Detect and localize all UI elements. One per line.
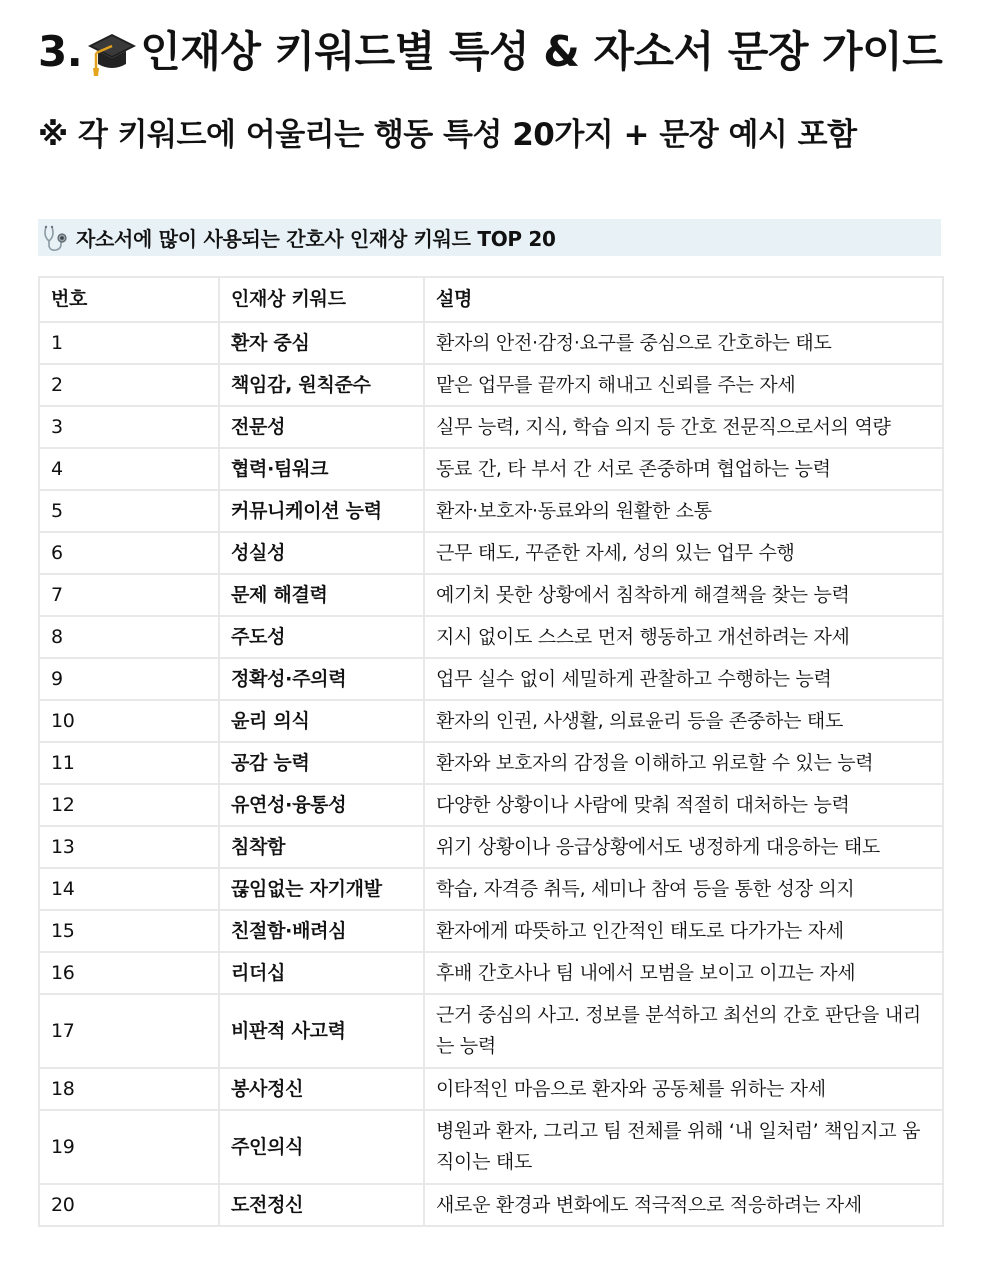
row-number: 9 bbox=[39, 658, 219, 700]
row-description: 새로운 환경과 변화에도 적극적으로 적응하려는 자세 bbox=[424, 1184, 943, 1226]
table-row bbox=[39, 826, 943, 868]
row-description: 후배 간호사나 팀 내에서 모범을 보이고 이끄는 자세 bbox=[424, 952, 943, 994]
page-title bbox=[38, 22, 942, 82]
column-header-number: 번호 bbox=[39, 277, 219, 322]
row-number: 1 bbox=[39, 322, 219, 364]
row-keyword: 성실성 bbox=[219, 532, 424, 574]
table-row bbox=[39, 784, 943, 826]
row-keyword: 정확성·주의력 bbox=[219, 658, 424, 700]
row-keyword: 공감 능력 bbox=[219, 742, 424, 784]
row-keyword: 주도성 bbox=[219, 616, 424, 658]
row-description: 동료 간, 타 부서 간 서로 존중하며 협업하는 능력 bbox=[424, 448, 943, 490]
table-row bbox=[39, 952, 943, 994]
table-row bbox=[39, 574, 943, 616]
subtitle: ※ 각 키워드에 어울리는 행동 특성 20가지 + 문장 예시 포함 bbox=[38, 117, 857, 153]
row-keyword: 환자 중심 bbox=[219, 322, 424, 364]
row-number: 12 bbox=[39, 784, 219, 826]
row-description: 근거 중심의 사고. 정보를 분석하고 최선의 간호 판단을 내리는 능력 bbox=[424, 994, 943, 1068]
row-keyword: 친절함·배려심 bbox=[219, 910, 424, 952]
row-description: 이타적인 마음으로 환자와 공동체를 위하는 자세 bbox=[424, 1068, 943, 1110]
graduation-cap-icon bbox=[86, 26, 138, 78]
row-number: 15 bbox=[39, 910, 219, 952]
row-number: 13 bbox=[39, 826, 219, 868]
row-number: 11 bbox=[39, 742, 219, 784]
title-text: 인재상 키워드별 특성 & 자소서 문장 가이드 bbox=[140, 27, 943, 76]
row-keyword: 봉사정신 bbox=[219, 1068, 424, 1110]
row-number: 10 bbox=[39, 700, 219, 742]
row-keyword: 협력·팀워크 bbox=[219, 448, 424, 490]
row-description: 환자에게 따뜻하고 인간적인 태도로 다가가는 자세 bbox=[424, 910, 943, 952]
row-description: 다양한 상황이나 사람에 맞춰 적절히 대처하는 능력 bbox=[424, 784, 943, 826]
row-description: 업무 실수 없이 세밀하게 관찰하고 수행하는 능력 bbox=[424, 658, 943, 700]
row-number: 4 bbox=[39, 448, 219, 490]
row-number: 20 bbox=[39, 1184, 219, 1226]
row-description: 환자·보호자·동료와의 원활한 소통 bbox=[424, 490, 943, 532]
row-keyword: 도전정신 bbox=[219, 1184, 424, 1226]
row-number: 3 bbox=[39, 406, 219, 448]
row-description: 실무 능력, 지식, 학습 의지 등 간호 전문직으로서의 역량 bbox=[424, 406, 943, 448]
row-keyword: 끊임없는 자기개발 bbox=[219, 868, 424, 910]
row-number: 18 bbox=[39, 1068, 219, 1110]
column-header-description: 설명 bbox=[424, 277, 943, 322]
row-description: 환자의 안전·감정·요구를 중심으로 간호하는 태도 bbox=[424, 322, 943, 364]
row-number: 5 bbox=[39, 490, 219, 532]
row-number: 2 bbox=[39, 364, 219, 406]
table-row bbox=[39, 1184, 943, 1226]
row-description: 환자와 보호자의 감정을 이해하고 위로할 수 있는 능력 bbox=[424, 742, 943, 784]
table-row bbox=[39, 616, 943, 658]
table-row bbox=[39, 448, 943, 490]
row-keyword: 전문성 bbox=[219, 406, 424, 448]
row-description: 환자의 인권, 사생활, 의료윤리 등을 존중하는 태도 bbox=[424, 700, 943, 742]
title-prefix: 3. bbox=[38, 27, 83, 76]
row-description: 맡은 업무를 끝까지 해내고 신뢰를 주는 자세 bbox=[424, 364, 943, 406]
table-row bbox=[39, 532, 943, 574]
table-row bbox=[39, 406, 943, 448]
table-row bbox=[39, 994, 943, 1068]
table-row bbox=[39, 868, 943, 910]
row-description: 지시 없이도 스스로 먼저 행동하고 개선하려는 자세 bbox=[424, 616, 943, 658]
table-row bbox=[39, 490, 943, 532]
row-keyword: 리더십 bbox=[219, 952, 424, 994]
table-row bbox=[39, 1110, 943, 1184]
row-number: 8 bbox=[39, 616, 219, 658]
table-row bbox=[39, 322, 943, 364]
row-keyword: 문제 해결력 bbox=[219, 574, 424, 616]
row-description: 학습, 자격증 취득, 세미나 참여 등을 통한 성장 의지 bbox=[424, 868, 943, 910]
table-row bbox=[39, 1068, 943, 1110]
column-header-keyword: 인재상 키워드 bbox=[219, 277, 424, 322]
row-keyword: 침착함 bbox=[219, 826, 424, 868]
callout-banner bbox=[38, 219, 941, 256]
table-row bbox=[39, 700, 943, 742]
row-description: 위기 상황이나 응급상황에서도 냉정하게 대응하는 태도 bbox=[424, 826, 943, 868]
row-keyword: 책임감, 원칙준수 bbox=[219, 364, 424, 406]
row-number: 17 bbox=[39, 994, 219, 1068]
row-keyword: 비판적 사고력 bbox=[219, 994, 424, 1068]
table-row bbox=[39, 910, 943, 952]
row-description: 병원과 환자, 그리고 팀 전체를 위해 ‘내 일처럼’ 책임지고 움직이는 태도 bbox=[424, 1110, 943, 1184]
row-number: 19 bbox=[39, 1110, 219, 1184]
row-keyword: 커뮤니케이션 능력 bbox=[219, 490, 424, 532]
table-row bbox=[39, 364, 943, 406]
table-header-row bbox=[39, 277, 943, 322]
row-description: 예기치 못한 상황에서 침착하게 해결책을 찾는 능력 bbox=[424, 574, 943, 616]
row-keyword: 주인의식 bbox=[219, 1110, 424, 1184]
keyword-table bbox=[38, 276, 944, 1227]
row-keyword: 윤리 의식 bbox=[219, 700, 424, 742]
table-row bbox=[39, 658, 943, 700]
table-row bbox=[39, 742, 943, 784]
row-number: 7 bbox=[39, 574, 219, 616]
row-number: 16 bbox=[39, 952, 219, 994]
callout-text: 자소서에 많이 사용되는 간호사 인재상 키워드 TOP 20 bbox=[76, 227, 556, 251]
row-number: 14 bbox=[39, 868, 219, 910]
row-number: 6 bbox=[39, 532, 219, 574]
row-description: 근무 태도, 꾸준한 자세, 성의 있는 업무 수행 bbox=[424, 532, 943, 574]
stethoscope-icon bbox=[40, 222, 72, 254]
row-keyword: 유연성·융통성 bbox=[219, 784, 424, 826]
